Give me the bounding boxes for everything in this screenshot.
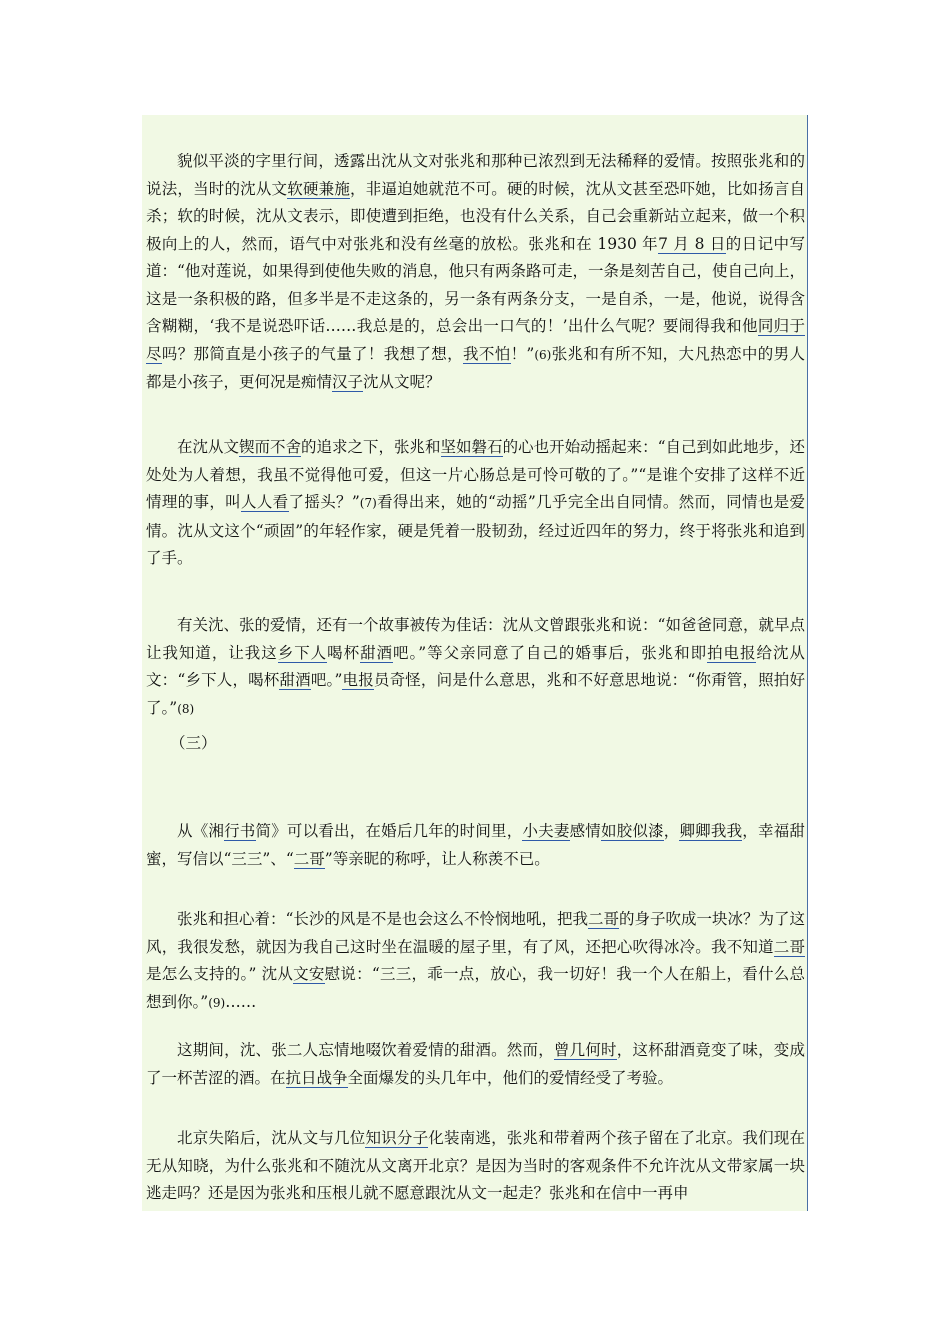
document-page [142,115,808,1211]
text-run: 化装南逃，张兆和带着两个孩子留在了北京。我们现在无从知晓，为什么张兆和不随沈从文离开北京？是因为当时的客观条件不允许沈从文带家属一块逃走吗？还是因为张兆和压根儿就不愿意跟沈从文一起走？张兆和在信中一再申 [146,1129,805,1202]
footnote-marker: (9) [208,995,226,1010]
text-run: 了摇头？” [288,493,360,511]
link-tongguiyujin[interactable]: 同归于尽 [146,317,805,363]
text-run: 吧。”等父亲同意了自己的婚事后，张兆和即 [393,643,708,662]
text-run: ， [663,822,680,840]
text-run: ！” [510,344,535,363]
footnote-marker: (6) [534,347,552,362]
link-wobupa[interactable]: 我不怕 [463,344,511,363]
link-hanzi[interactable]: 汉子 [332,373,364,391]
paragraph-1 [146,148,805,397]
text-run: 吗？那简直是小孩子的气量了！我想了想， [161,344,464,363]
text-run: 的追求之下，张兆和 [301,438,441,456]
link-qingqingwowo[interactable]: 卿卿我我 [679,822,743,840]
text-run: 员奇怪，问是什么意思，兆和不好意思地说：“你甭管，照拍好了。” [146,671,805,717]
link-xiangxiaren[interactable]: 乡下人 [277,643,328,662]
text-run: ，幸福甜蜜，写信以“三三”、“ [146,822,805,868]
text-run: 的身子吹成一块冰？为了这风，我很发愁，就因为我自己这时坐在温暖的屋子里，有了风，还把心吹得冰冷。我不知道 [146,910,805,956]
link-dianbao[interactable]: 电报 [342,671,374,689]
link-rujiaosiqi[interactable]: 如胶似漆 [600,822,664,840]
text-run: ，这杯甜酒竟变了味，变成了一杯苦涩的酒。在 [146,1041,805,1087]
link-erge-3[interactable]: 二哥 [773,937,805,956]
link-erge[interactable]: 二哥 [293,849,325,868]
text-run: 貌似平淡的字里行间，透露出沈从文对张兆和那种已浓烈到无法稀释的爱情。按照张兆和的说法，当时的沈从文 [146,152,805,198]
link-tianjiu-2[interactable]: 甜酒 [279,671,311,689]
text-run: 这期间，沈、张二人忘情地啜饮着爱情的甜酒。然而， [177,1041,554,1059]
text-run: 有关沈、张的爱情，还有一个故事被传为佳话：沈从文曾跟张兆和说：“如爸爸同意，就早点让我知道，让我这 [146,616,805,662]
paragraph-7 [146,1037,805,1092]
text-run: ”等亲昵的称呼，让人称羡不已。 [324,849,550,868]
paragraph-3 [146,612,805,723]
link-date[interactable]: 7 月 8 日 [658,234,726,253]
link-qieerbushe[interactable]: 锲而不舍 [239,438,302,456]
link-kangrizhanzheng[interactable]: 抗日战争 [285,1068,348,1087]
text-run: 给沈从文：“乡下人，喝杯 [146,643,805,689]
text-run: 沈从文呢？ [363,373,441,391]
paragraph-8 [146,1125,805,1208]
link-jianrupanshi[interactable]: 坚如磐石 [440,438,503,456]
link-wenan[interactable]: 文安 [293,965,325,983]
text-run: 在沈从文 [177,438,240,456]
text-run: 的心也开始动摇起来：“自己到如此地步，还处处为人着想，我虽不觉得他可爱，但这一片心肠总是可怜可敬的了。”“是谁个安排了这样不近情理的事，叫 [146,438,805,511]
footnote-marker: (8) [177,701,195,716]
text-run: 慰说：“三三，乖一点，放心，我一切好！我一个人在船上，看什么总想到你。” [146,965,805,1011]
text-run: 从《湘 [177,822,225,840]
link-xingshu[interactable]: 行书 [224,822,256,840]
link-ruanying-jianshi[interactable]: 软硬兼施 [287,179,351,198]
text-run: 张兆和担心着：“长沙的风是不是也会这么不怜悯地吼，把我 [177,910,588,928]
link-cengjiheshi[interactable]: 曾几何时 [553,1041,617,1059]
paragraph-6 [146,906,805,1017]
text-run: 是怎么支持的。” 沈从 [146,965,294,983]
text-run: ，非逼迫她就范不可。硬的时候，沈从文甚至恐吓她，比如扬言自杀；软的时候，沈从文表示，即使遭到拒绝，也没有什么关系，自己会重新站立起来，做一个积极向上的人，然而，语气中对张兆和没有丝毫的放松。张兆和在 1930 年 [146,179,805,253]
text-run: 感情 [569,822,601,840]
link-erge-2[interactable]: 二哥 [587,910,619,928]
text-run: 喝杯 [327,643,361,662]
link-paidianbao[interactable]: 拍电报 [707,643,757,662]
text-run: 的日记中写道：“他对莲说，如果得到使他失败的消息，他只有两条路可走，一条是刻苦自己，使自己向上，这是一条积极的路，但多半是不走这条的，另一条有两条分支，一是自杀，一是，他说，说得含含糊糊，‘我不是说恐吓话……我总是的，总会出一口气的！’出什么气呢？要闹得我和他 [146,234,805,335]
text-run: 吧。” [310,671,343,689]
text-run: 全面爆发的头几年中，他们的爱情经受了考验。 [347,1068,674,1087]
text-run: …… [225,992,257,1011]
link-xiaofuqi[interactable]: 小夫妻 [522,822,570,840]
text-run: 简》可以看出，在婚后几年的时间里， [255,822,523,840]
paragraph-5 [146,818,805,873]
text-run: 看得出来，她的“动摇”几乎完全出自同情。然而，同情也是爱情。沈从文这个“顽固”的年轻作家，硬是凭着一股韧劲，经过近四年的努力，终于将张兆和追到了手。 [146,493,805,567]
footnote-marker: (7) [359,496,377,510]
paragraph-2 [146,434,805,573]
text-run: 北京失陷后，沈从文与几位 [177,1129,366,1147]
link-zhishifenzi[interactable]: 知识分子 [365,1129,429,1147]
link-renrenkan[interactable]: 人人看 [241,493,289,511]
link-tianjiu[interactable]: 甜酒 [360,643,394,662]
text-run: 张兆和有所不知，大凡热恋中的男人都是小孩子，更何况是痴情 [146,344,805,391]
section-heading: （三） [170,734,217,752]
